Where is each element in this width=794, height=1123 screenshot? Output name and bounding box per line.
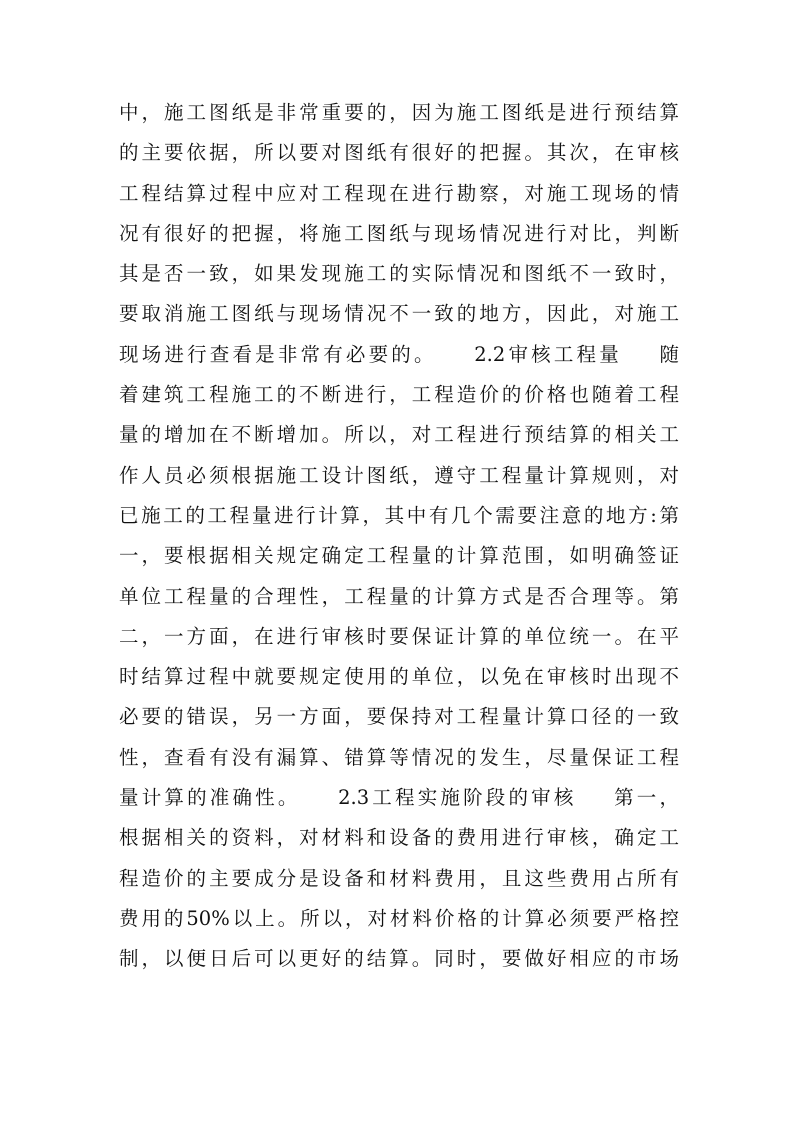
text-line: 根据相关的资料，对材料和设备的费用进行审核，确定工	[119, 826, 679, 850]
text-line: 制，以便日后可以更好的结算。同时，要做好相应的市场	[119, 947, 679, 971]
text-line: 着建筑工程施工的不断进行，工程造价的价格也随着工程	[119, 383, 679, 407]
text-line: 的主要依据，所以要对图纸有很好的把握。其次，在审核	[119, 141, 679, 165]
text-line: 工程结算过程中应对工程现在进行勘察，对施工现场的情	[119, 181, 679, 205]
text-line: 其是否一致，如果发现施工的实际情况和图纸不一致时，	[119, 262, 679, 286]
text-line: 必要的错误，另一方面，要保持对工程量计算口径的一致	[119, 705, 679, 729]
text-line: 已施工的工程量进行计算，其中有几个需要注意的地方:第	[119, 503, 679, 527]
text-line: 量计算的准确性。 2.3工程实施阶段的审核 第一，	[119, 786, 679, 810]
text-line: 要取消施工图纸与现场情况不一致的地方，因此，对施工	[119, 302, 679, 326]
body-text	[119, 93, 679, 980]
text-line: 单位工程量的合理性，工程量的计算方式是否合理等。第	[119, 584, 679, 608]
text-line: 时结算过程中就要规定使用的单位，以免在审核时出现不	[119, 665, 679, 689]
text-line: 作人员必须根据施工设计图纸，遵守工程量计算规则，对	[119, 463, 679, 487]
text-line: 二，一方面，在进行审核时要保证计算的单位统一。在平	[119, 624, 679, 648]
text-line: 中，施工图纸是非常重要的，因为施工图纸是进行预结算	[119, 101, 679, 124]
text-line: 性，查看有没有漏算、错算等情况的发生，尽量保证工程	[119, 745, 679, 769]
text-line: 况有很好的把握，将施工图纸与现场情况进行对比，判断	[119, 221, 679, 245]
text-line: 量的增加在不断增加。所以，对工程进行预结算的相关工	[119, 423, 679, 447]
text-line: 一，要根据相关规定确定工程量的计算范围，如明确签证	[119, 544, 679, 568]
text-line: 程造价的主要成分是设备和材料费用，且这些费用占所有	[119, 866, 679, 890]
text-line: 现场进行查看是非常有必要的。 2.2审核工程量 随	[119, 342, 679, 366]
text-line: 费用的50%以上。所以，对材料价格的计算必须要严格控	[119, 906, 679, 930]
